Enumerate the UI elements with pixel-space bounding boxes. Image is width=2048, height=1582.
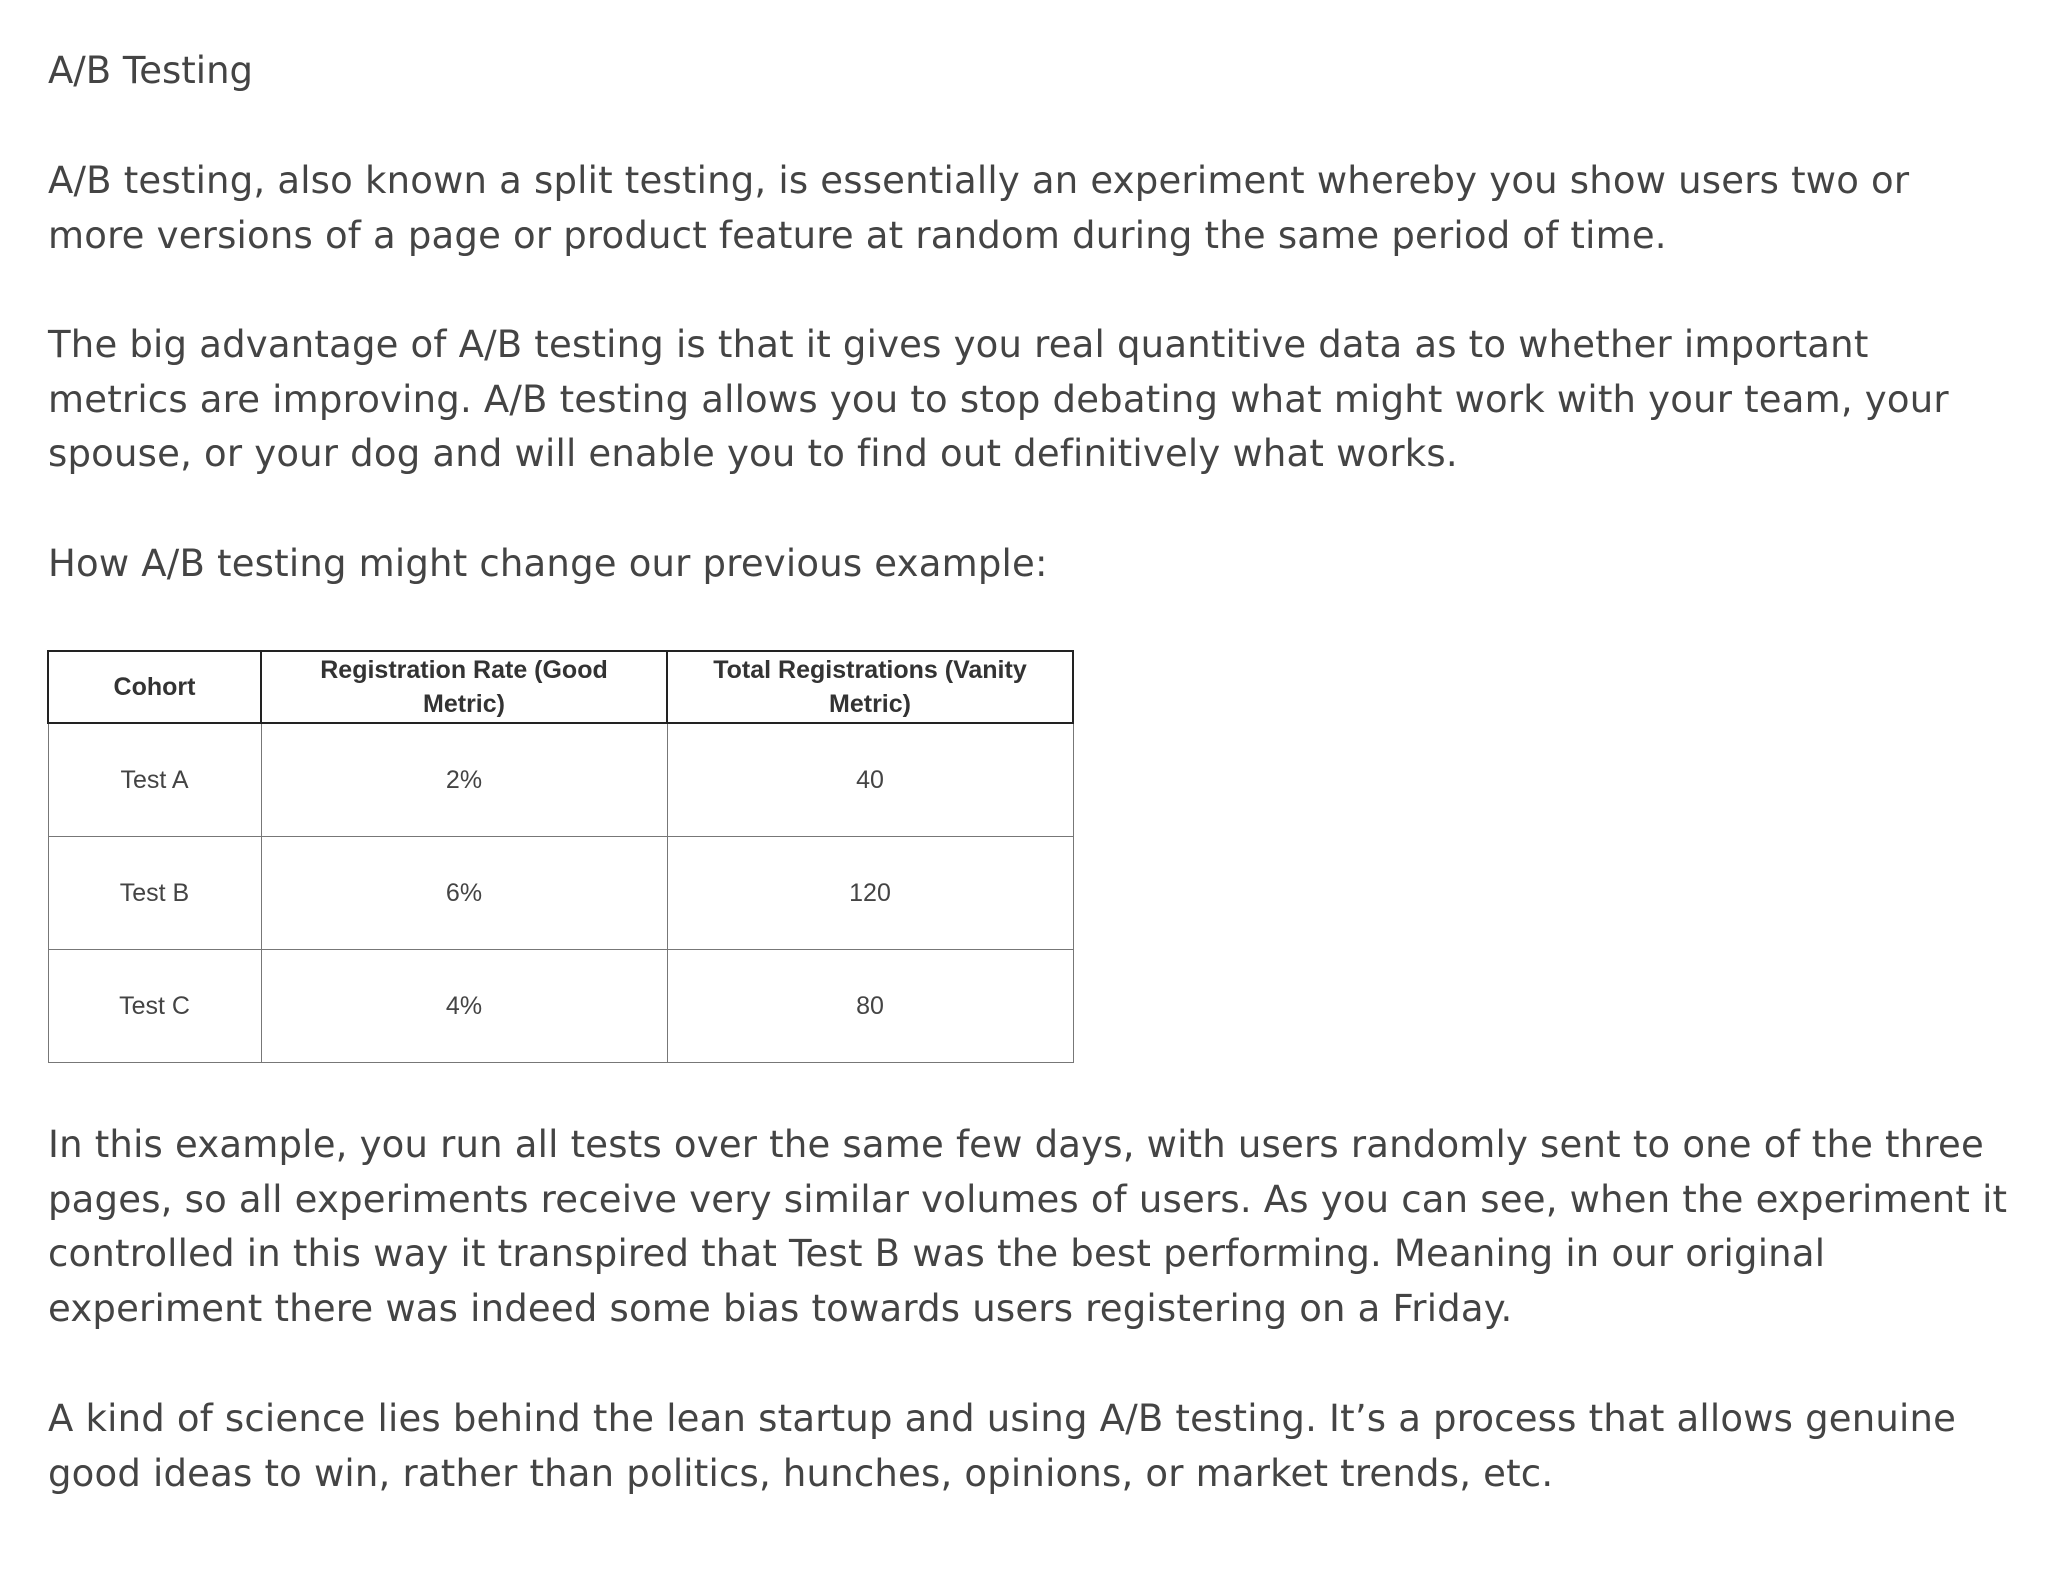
- intro-paragraph: A/B testing, also known a split testing, is essentially an experiment whereby you show users two or more versions of a page or product feature at random during the same period of time.: [48, 159, 1910, 257]
- cell-registration-rate: 2%: [261, 723, 667, 837]
- table-header-row: [48, 651, 1073, 723]
- page-title: A/B Testing: [48, 49, 253, 92]
- cell-cohort: Test C: [48, 950, 261, 1063]
- example-result-paragraph: In this example, you run all tests over the same few days, with users randomly sent to one of the three pages, so all experiments receive very similar volumes of users. As you can see, when the experiment it controlled in this way it transpired that Test B was the best performing. Meaning in our original experiment there was indeed some bias towards users registering on a Friday.: [48, 1123, 2008, 1330]
- cell-cohort: Test A: [48, 723, 261, 837]
- conclusion-paragraph: A kind of science lies behind the lean startup and using A/B testing. It’s a process that allows genuine good ideas to win, rather than politics, hunches, opinions, or market trends, etc.: [48, 1397, 1957, 1495]
- table-row: [48, 950, 1073, 1063]
- advantage-paragraph: The big advantage of A/B testing is that it gives you real quantitive data as to whether important metrics are improving. A/B testing allows you to stop debating what might work with your team, your spouse, or your dog and will enable you to find out definitively what works.: [48, 323, 1949, 475]
- header-total-registrations: Total Registrations (Vanity Metric): [667, 651, 1073, 723]
- cell-registration-rate: 6%: [261, 837, 667, 950]
- header-cohort: Cohort: [48, 651, 261, 723]
- cell-total-registrations: 120: [667, 837, 1073, 950]
- cohort-table-container: [47, 650, 1074, 1063]
- example-lead-paragraph: How A/B testing might change our previous example:: [48, 542, 1048, 585]
- cell-cohort: Test B: [48, 837, 261, 950]
- table-row: [48, 723, 1073, 837]
- table-row: [48, 837, 1073, 950]
- cohort-table: [47, 650, 1074, 1063]
- cell-total-registrations: 80: [667, 950, 1073, 1063]
- cell-registration-rate: 4%: [261, 950, 667, 1063]
- cell-total-registrations: 40: [667, 723, 1073, 837]
- header-registration-rate: Registration Rate (Good Metric): [261, 651, 667, 723]
